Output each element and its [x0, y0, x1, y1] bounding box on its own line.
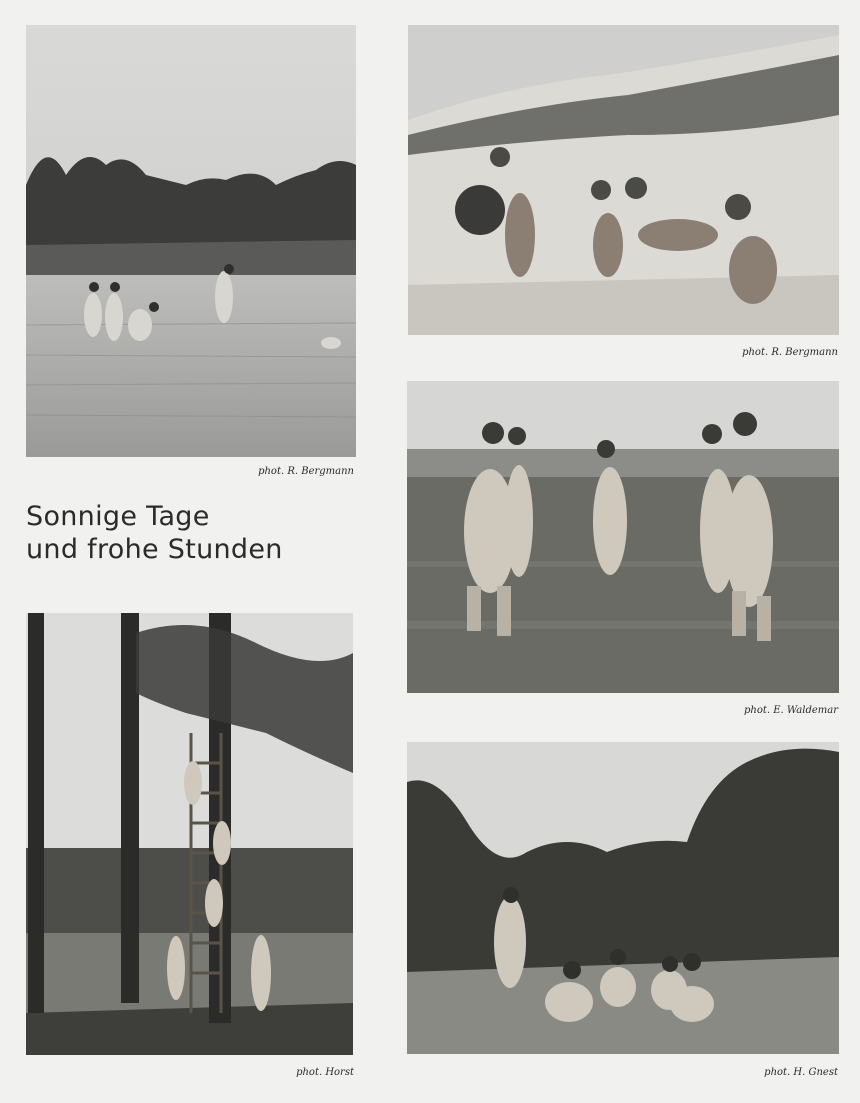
clearing-scene-graphic — [407, 742, 839, 1054]
meadow-scene-graphic — [407, 381, 839, 693]
tree-ladder-scene-graphic — [26, 613, 353, 1055]
dune-scene-graphic — [408, 25, 839, 335]
photo-credit-lake: phot. R. Bergmann — [258, 466, 354, 477]
photo-dune-children — [408, 25, 839, 335]
photo-credit-meadow: phot. E. Waldemar — [743, 705, 838, 716]
photo-credit-tree-ladder: phot. Horst — [296, 1067, 354, 1078]
photo-clearing-group — [407, 742, 839, 1054]
photo-credit-clearing: phot. H. Gnest — [764, 1067, 838, 1078]
lake-scene-graphic — [26, 25, 356, 457]
headline-line-2: und frohe Stunden — [26, 534, 283, 565]
photo-lake-bathers — [26, 25, 356, 457]
photo-credit-dune: phot. R. Bergmann — [742, 347, 838, 358]
headline-line-1: Sonnige Tage — [26, 501, 210, 532]
photo-tree-ladder — [26, 613, 353, 1055]
photo-meadow-group — [407, 381, 839, 693]
page-headline — [26, 500, 366, 566]
